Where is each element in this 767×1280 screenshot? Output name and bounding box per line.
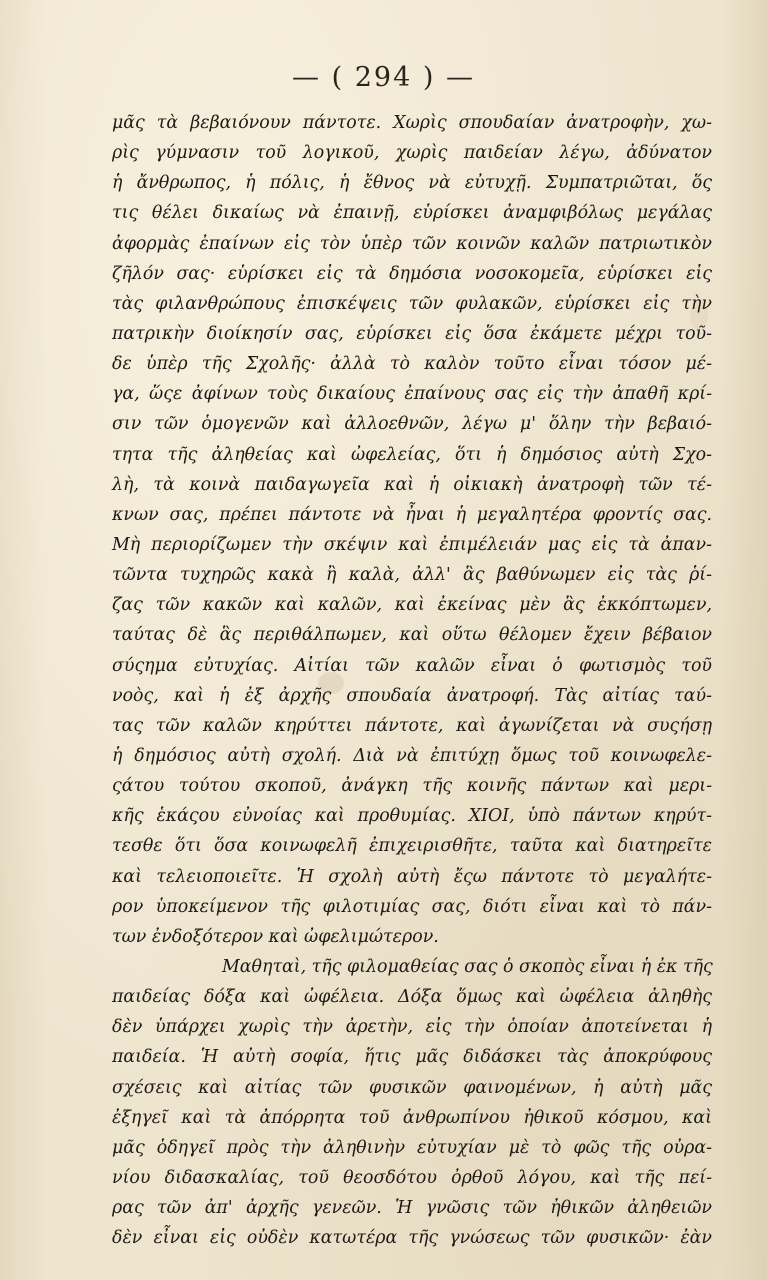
text-line: παιδεία. Ἡ αὐτὴ σοφία, ἥτις μᾶς διδάσκει τὰς ἀποκρύφους	[112, 1047, 712, 1068]
text-line: τεσθε ὅτι ὅσα κοινωφελῆ ἐπιχειρισθῆτε, ταῦτα καὶ διατηρεῖτε	[112, 836, 712, 857]
text-line: καὶ τελειοποιεῖτε. Ἡ σχολὴ αὐτὴ ἔςω πάντοτε τὸ μεγαλήτε-	[112, 866, 712, 887]
text-line: κνων σας, πρέπει πάντοτε νὰ ἦναι ἡ μεγαλητέρα φροντίς σας.	[112, 504, 712, 525]
page-number: — ( 294 ) —	[292, 62, 475, 93]
text-line: γα, ὥςε ἀφίνων τοὺς δικαίους ἐπαίνους σας εἰς τὴν ἀπαθῆ κρί-	[112, 384, 712, 405]
text-line: Μαθηταὶ, τῆς φιλομαθείας σας ὁ σκοπὸς εἶναι ἡ ἐκ τῆς	[222, 956, 713, 977]
text-line: τας τῶν καλῶν κηρύττει πάντοτε, καὶ ἀγωνίζεται νὰ συςήσῃ	[112, 715, 712, 736]
text-line: ρας τῶν ἀπ' ἀρχῆς γενεῶν. Ἡ γνῶσις τῶν ἠθικῶν ἀληθειῶν	[112, 1198, 712, 1219]
text-line: μᾶς τὰ βεβαιόνουν πάντοτε. Χωρὶς σπουδαίαν ἀνατροφὴν, χω-	[112, 113, 712, 133]
text-line: λὴ, τὰ κοινὰ παιδαγωγεῖα καὶ ἡ οἰκιακὴ ἀνατροφὴ τῶν τέ-	[112, 474, 712, 495]
text-line: τητα τῆς ἀληθείας καὶ ὠφελείας, ὅτι ἡ δημόσιος αὐτὴ Σχο-	[112, 444, 712, 465]
text-line: νοὸς, καὶ ἡ ἐξ ἀρχῆς σπουδαία ἀνατροφή. Τὰς αἰτίας ταύ-	[112, 685, 712, 706]
text-line: ρὶς γύμνασιν τοῦ λογικοῦ, χωρὶς παιδείαν λέγω, ἀδύνατον	[112, 143, 712, 164]
text-line: ἡ ἄνθρωπος, ἡ πόλις, ἡ ἔθνος νὰ εὐτυχῇ. Συμπατριῶται, ὅς	[112, 173, 712, 194]
text-line: ρον ὑποκείμενον τῆς φιλοτιμίας σας, διότι εἶναι καὶ τὸ πάν-	[112, 896, 712, 917]
text-line: τὰς φιλανθρώπους ἐπισκέψεις τῶν φυλακῶν, εὑρίσκει εἰς τὴν	[112, 293, 712, 314]
text-line: μᾶς ὁδηγεῖ πρὸς τὴν ἀληθινὴν εὐτυχίαν μὲ τὸ φῶς τῆς οὐρα-	[112, 1137, 712, 1158]
text-line: δὲν ὑπάρχει χωρὶς τὴν ἀρετὴν, εἰς τὴν ὁποίαν ἀποτείνεται ἡ	[112, 1017, 712, 1038]
text-line: δὲν εἶναι εἰς οὐδὲν κατωτέρα τῆς γνώσεως τῶν φυσικῶν· ἐὰν	[112, 1228, 712, 1249]
text-line: κῆς ἑκάςου εὐνοίας καὶ προθυμίας. ΧΙΟΙ, ὑπὸ πάντων κηρύτ-	[112, 806, 712, 827]
text-line: πατρικὴν διοίκησίν σας, εὑρίσκει εἰς ὅσα ἐκάμετε μέχρι τοῦ-	[112, 323, 712, 344]
text-line: ζας τῶν κακῶν καὶ καλῶν, καὶ ἐκείνας μὲν ἃς ἐκκόπτωμεν,	[112, 595, 712, 616]
text-line: τις θέλει δικαίως νὰ ἐπαινῇ, εὑρίσκει ἀναμφιβόλως μεγάλας	[112, 203, 712, 224]
text-line: σύςημα εὐτυχίας. Αἰτίαι τῶν καλῶν εἶναι ὁ φωτισμὸς τοῦ	[112, 655, 712, 676]
text-line: Μὴ περιορίζωμεν τὴν σκέψιν καὶ ἐπιμέλειάν μας εἰς τὰ ἀπαν-	[112, 534, 712, 555]
text-line: ἀφορμὰς ἐπαίνων εἰς τὸν ὑπὲρ τῶν κοινῶν καλῶν πατριωτικὸν	[112, 233, 712, 254]
page-body-text	[112, 108, 712, 1253]
text-line: τῶντα τυχηρῶς κακὰ ἢ καλὰ, ἀλλ' ἃς βαθύνωμεν εἰς τὰς ῥί-	[112, 565, 712, 586]
text-line: ςάτου τούτου σκοποῦ, ἀνάγκη τῆς κοινῆς πάντων καὶ μερι-	[112, 776, 712, 797]
text-line: νίου διδασκαλίας, τοῦ θεοσδότου ὀρθοῦ λόγου, καὶ τῆς πεί-	[112, 1167, 712, 1188]
text-line: των ἐνδοξότερον καὶ ὠφελιμώτερον.	[112, 926, 439, 947]
text-line: ἐξηγεῖ καὶ τὰ ἀπόρρητα τοῦ ἀνθρωπίνου ἠθικοῦ κόσμου, καὶ	[112, 1107, 712, 1128]
text-line: σχέσεις καὶ αἰτίας τῶν φυσικῶν φαινομένων, ἡ αὐτὴ μᾶς	[112, 1077, 712, 1098]
text-line: δε ὑπὲρ τῆς Σχολῆς· ἀλλὰ τὸ καλὸν τοῦτο εἶναι τόσον μέ-	[112, 354, 712, 375]
text-line: ἡ δημόσιος αὐτὴ σχολή. Διὰ νὰ ἐπιτύχῃ ὅμως τοῦ κοινωφελε-	[112, 745, 712, 766]
text-line: ταύτας δὲ ἃς περιθάλπωμεν, καὶ οὕτω θέλομεν ἔχειν βέβαιον	[112, 625, 712, 646]
text-line: σιν τῶν ὁμογενῶν καὶ ἀλλοεθνῶν, λέγω μ' ὅλην τὴν βεβαιό-	[112, 414, 712, 435]
text-line: παιδείας δόξα καὶ ὠφέλεια. Δόξα ὅμως καὶ ὠφέλεια ἀληθὴς	[112, 987, 712, 1008]
text-line: ζῆλόν σας· εὑρίσκει εἰς τὰ δημόσια νοσοκομεῖα, εὑρίσκει εἰς	[112, 263, 712, 284]
